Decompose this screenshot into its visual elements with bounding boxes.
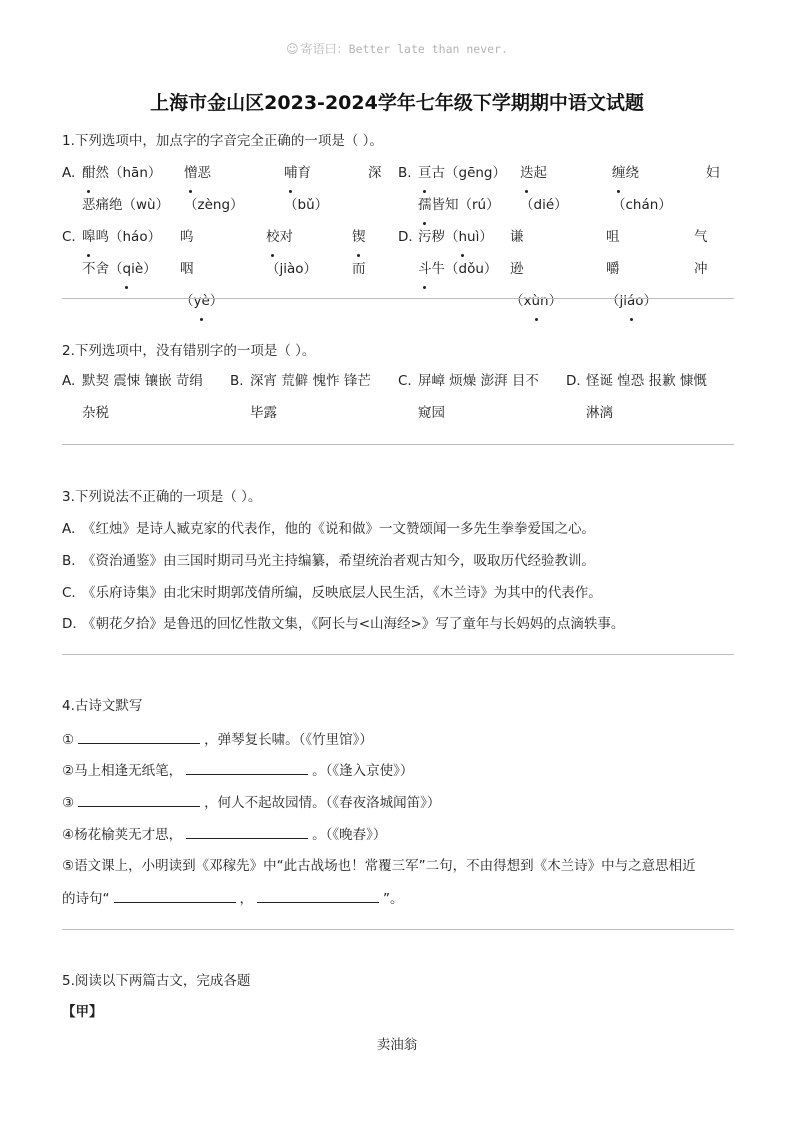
q1-option-b-cont [418,189,500,221]
q1-b-dotted-char: 迭 [520,157,534,189]
q1-b-dotted-char: 孺 [418,189,432,221]
q2-option-b [230,365,371,397]
q4-line-1 [62,729,734,750]
q3-option-d-text: 《朝花夕拾》是鲁迅的回忆性散文集，《阿长与<山海经>》写了童年与长妈妈的点滴轶事。 [82,616,625,632]
q1-option-a-label: A. [62,165,76,181]
q2-option-d-text: 怪诞 惶恐 报歉 慷慨 [586,373,707,389]
q1-d-word2-a: 谦 [510,229,524,245]
q1-b-dotted-char: 缠 [612,157,626,189]
q1-a-dotted-char: 哺 [284,157,298,189]
q1-b-word4: 妇 [706,165,720,181]
question-3 [62,487,734,632]
q1-option-a-cont [82,189,169,221]
q1-a-dotted-char: 酣 [82,157,96,189]
q1-c-word3-text: 对（jiào） [266,229,318,277]
q4-line-5: ⑤语文课上，小明读到《邓稼先》中“此古战场也！常覆三军”二句，不由得想到《木兰诗》中与之意思相近 [62,858,696,874]
q2-option-c-cont: 窥园 [418,405,445,421]
q4-line-1-num: ① [62,732,75,748]
q1-option-d-cont [418,253,497,285]
q4-line-6-end: ”。 [383,891,404,907]
q3-option-c-text: 《乐府诗集》由北宋时期郭茂倩所编，反映底层人民生活，《木兰诗》为其中的代表作。 [82,585,602,601]
divider [62,444,734,445]
question-1-stem: 1.下列选项中，加点字的字音完全正确的一项是（ ）。 [62,133,383,149]
q2-option-a-label: A. [62,373,76,389]
q1-d-word3 [606,221,657,317]
q1-c-word2-a: 呜 [180,229,194,245]
q3-option-b [62,545,595,577]
q1-option-c-label: C. [62,229,76,245]
question-4-stem: 4.古诗文默写 [62,698,143,714]
q2-option-d-cont: 淋漓 [586,405,613,421]
q4-line-3 [62,792,734,813]
q1-a-word2 [184,157,244,221]
q4-line-6 [62,888,734,909]
q3-option-d [62,608,624,640]
q4-line-4 [62,824,734,845]
q1-a-word4: 深 [368,165,382,181]
q1-d-word4: 气冲 [694,229,708,277]
motto-text: Better late than never. [348,42,508,56]
divider [62,929,734,930]
q1-option-c-cont [82,253,157,285]
q1-a-word1: 然（hān） [95,165,162,181]
q1-b-cont-text: 皆知（rú） [431,197,500,213]
q1-b-word2 [520,157,568,221]
answer-blank[interactable] [78,729,200,744]
q3-option-b-label: B. [62,553,76,569]
smile-icon: ☺ [286,42,299,56]
motto-label: 寄语曰： [300,42,349,56]
q4-line-6-text: 的诗句“ [62,891,110,907]
q4-line-3-text: ，何人不起故园情。（《春夜洛城闻笛》） [204,795,441,811]
q1-d-word2 [510,221,562,317]
q2-option-c [398,365,539,397]
q2-option-d [566,365,707,397]
divider [62,654,734,655]
q1-c-dotted-char: 嗥 [82,221,96,253]
q1-d-cont-text: 牛（dǒu） [431,261,498,277]
q4-line-6-comma: ， [239,891,253,907]
q1-a-dotted-char: 憎 [184,157,198,189]
q4-line-3-num: ③ [62,795,75,811]
q1-d-dotted-char: 秽（huì） [432,221,493,253]
q1-a-word3-text: 育（bǔ） [284,165,329,213]
answer-blank[interactable] [186,760,308,775]
q1-option-d-label: D. [398,229,413,245]
q3-option-b-text: 《资治通鉴》由三国时期司马光主持编纂，希望统治者观古知今，吸取历代经验教训。 [82,553,595,569]
q1-c-cont-a: 不 [82,261,96,277]
q1-a-cont-text2: wù） [136,197,170,213]
question-2 [62,341,734,421]
answer-blank[interactable] [186,824,308,839]
q1-b-word1: 古（gēng） [431,165,507,181]
question-3-stem: 3.下列说法不正确的一项是（ ）。 [62,489,262,505]
q4-line-1-text: ，弹琴复长啸。（《竹里馆》） [204,732,373,748]
q3-option-c-label: C. [62,585,76,601]
q1-c-dotted-char: 校 [266,221,280,253]
q1-d-dotted-char: 逊（xùn） [510,253,562,317]
question-2-stem: 2.下列选项中，没有错别字的一项是（ ）。 [62,343,316,359]
q2-option-b-label: B. [230,373,244,389]
answer-blank[interactable] [78,792,200,807]
q4-line-2-text: ②马上相逢无纸笔， [62,763,183,779]
section-marker: 【甲】 [62,1004,103,1020]
q1-c-dotted-char: 舍（qiè） [96,253,157,285]
q1-c-dotted-char: 咽（yè） [180,253,223,317]
q1-d-dotted-char: 斗 [418,253,432,285]
q1-a-word2-text: 恶（zèng） [184,165,244,213]
q1-b-dotted-char: 亘 [418,157,432,189]
q1-c-dotted-char: 锲 [352,221,366,253]
q1-d-word1-a: 污 [418,229,432,245]
answer-blank[interactable] [257,888,379,903]
q2-option-b-cont: 毕露 [250,405,277,421]
q4-line-4-text: ④杨花榆荚无才思， [62,827,183,843]
question-1 [62,131,734,309]
q4-line-2-source: 。（《逢入京使》） [312,763,414,779]
q2-option-a [62,365,203,397]
q1-c-word4-text: 而 [352,261,366,277]
divider [62,298,734,299]
q1-a-word3 [284,157,328,221]
q3-option-c [62,577,602,609]
q3-option-a [62,513,595,545]
question-5-stem: 5.阅读以下两篇古文，完成各题 [62,973,251,989]
q1-b-word3 [612,157,672,221]
q2-option-c-text: 屏嶂 烦燥 澎湃 目不 [418,373,539,389]
q2-option-a-text: 默契 震悚 镶嵌 苛绢 [82,373,203,389]
header-motto [0,40,794,57]
q1-d-word3-a: 咀 [606,229,620,245]
q3-option-a-text: 《红烛》是诗人臧克家的代表作，他的《说和做》一文赞颂闻一多先生拳拳爱国之心。 [82,521,595,537]
answer-blank[interactable] [114,888,236,903]
q3-option-a-label: A. [62,521,76,537]
q3-option-d-label: D. [62,616,77,632]
q1-c-word1: 鸣（háo） [95,229,162,245]
q2-option-d-label: D. [566,373,581,389]
q1-a-cont-text: 恶痛绝（ [82,197,136,213]
q1-b-word3-text: 绕（chán） [612,165,672,213]
q1-c-word4 [352,221,366,285]
exam-title: 上海市金山区2023-2024学年七年级下学期期中语文试题 [150,92,644,114]
q2-option-b-text: 深宵 荒僻 愧怍 锋芒 [250,373,371,389]
q1-d-dotted-char: 嚼（jiáo） [606,253,657,317]
q1-option-b-label: B. [398,165,412,181]
q2-option-a-cont: 杂税 [82,405,109,421]
q1-c-word2 [180,221,223,317]
q1-c-word3 [266,221,317,285]
q4-line-4-source: 。（《晚春》） [312,827,387,843]
q2-option-c-label: C. [398,373,412,389]
q1-b-word2-text: 起（dié） [520,165,568,213]
q4-line-2 [62,760,734,781]
article-title: 卖油翁 [376,1037,418,1053]
